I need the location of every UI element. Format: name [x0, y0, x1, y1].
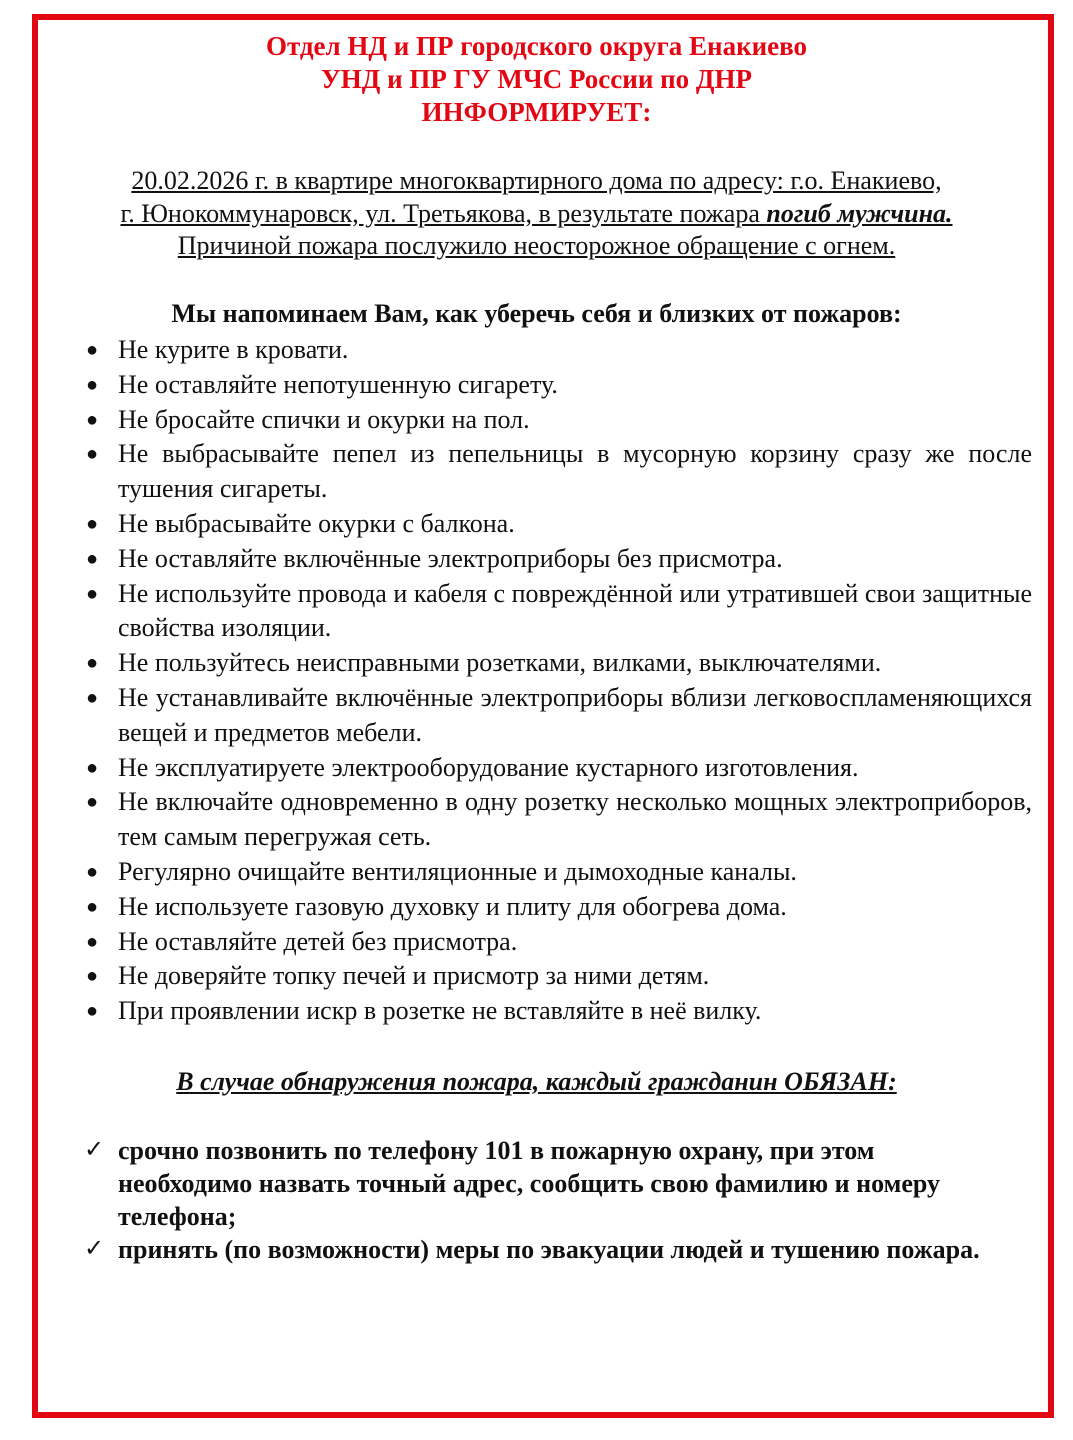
bullet-icon: ● [86, 860, 99, 883]
citizen-duties [84, 1134, 984, 1266]
bullet-icon: ● [86, 965, 99, 988]
rule-item: ● Не используйте провода и кабеля с повреждённой или утратившей свои защитные свойства изоляции. [86, 578, 1032, 643]
incident-cause: Причиной пожара послужило неосторожное обращение с огнем. [177, 231, 896, 260]
incident-emphasis: погиб мужчина. [766, 198, 953, 228]
rule-item: ● Регулярно очищайте вентиляционные и дымоходные каналы. [82, 855, 1032, 890]
incident-report [0, 165, 1073, 263]
rule-item: ● Не включайте одновременно в одну розетку несколько мощных электроприборов, тем самым перегружая сеть. [86, 787, 1032, 852]
rule-item: ● Не используете газовую духовку и плиту для обогрева дома. [82, 890, 1032, 925]
rule-item: ● Не эксплуатируете электрооборудование кустарного изготовления. [82, 751, 1032, 786]
checkmark-icon: ✓ [84, 1236, 105, 1262]
rule-item: ● Не выбрасывайте пепел из пепельницы в мусорную корзину сразу же после тушения сигареты. [86, 439, 1032, 504]
bullet-icon: ● [86, 1000, 99, 1023]
incident-line-2 [0, 198, 1073, 231]
incident-line-1: 20.02.2026 г. в квартире многоквартирного дома по адресу: г.о. Енакиево, [131, 166, 942, 195]
duty-title: В случае обнаружения пожара, каждый гражданин ОБЯЗАН: [176, 1067, 897, 1096]
bullet-icon: ● [86, 512, 99, 535]
bullet-icon: ● [86, 443, 99, 466]
rule-item: ● Не доверяйте топку печей и присмотр за ними детям. [82, 959, 1032, 994]
rule-item: ● Не выбрасывайте окурки с балкона. [82, 507, 1032, 542]
bullet-icon: ● [86, 373, 99, 396]
bullet-icon: ● [86, 686, 99, 709]
checkmark-icon: ✓ [84, 1137, 105, 1163]
rule-item: ● Не оставляйте детей без присмотра. [82, 925, 1032, 960]
header-department: Отдел НД и ПР городского округа Енакиево [265, 31, 808, 61]
rule-item: ● Не оставляйте непотушенную сигарету. [82, 368, 1032, 403]
rule-item: ● Не курите в кровати. [82, 333, 1032, 368]
reminder-title: Мы напоминаем Вам, как уберечь себя и близких от пожаров: [171, 299, 902, 328]
bullet-icon: ● [86, 895, 99, 918]
bullet-icon: ● [86, 791, 99, 814]
rule-item: ● Не устанавливайте включённые электроприборы вблизи легковоспламеняющихся вещей и предметов мебели. [86, 682, 1032, 747]
bullet-icon: ● [86, 339, 99, 361]
rule-item: ● Не бросайте спички и окурки на пол. [82, 403, 1032, 438]
bullet-icon: ● [86, 547, 99, 570]
rule-item: ● Не оставляйте включённые электроприборы без присмотра. [82, 542, 1032, 577]
header-informs: ИНФОРМИРУЕТ: [421, 97, 652, 127]
bullet-icon: ● [86, 652, 99, 675]
fire-safety-rules [82, 333, 1032, 1029]
bullet-icon: ● [86, 930, 99, 953]
duty-item: ✓ принять (по возможности) меры по эвакуации людей и тушению пожара. [84, 1235, 980, 1264]
header-agency: УНД и ПР ГУ МЧС России по ДНР [320, 64, 752, 94]
incident-line-2-text: г. Юнокоммунаровск, ул. Третьякова, в результате пожара [120, 198, 767, 228]
bullet-icon: ● [86, 408, 99, 431]
bullet-icon: ● [86, 756, 99, 779]
rule-item: ● При проявлении искр в розетке не вставляйте в неё вилку. [82, 994, 1032, 1029]
notice-header [0, 30, 1073, 129]
bullet-icon: ● [86, 582, 99, 605]
duty-item: ✓ срочно позвонить по телефону 101 в пожарную охрану, при этом необходимо назвать точный адрес, сообщить свою фамилию и номеру телефона; [84, 1136, 941, 1231]
rule-item: ● Не пользуйтесь неисправными розетками, вилками, выключателями. [82, 646, 1032, 681]
